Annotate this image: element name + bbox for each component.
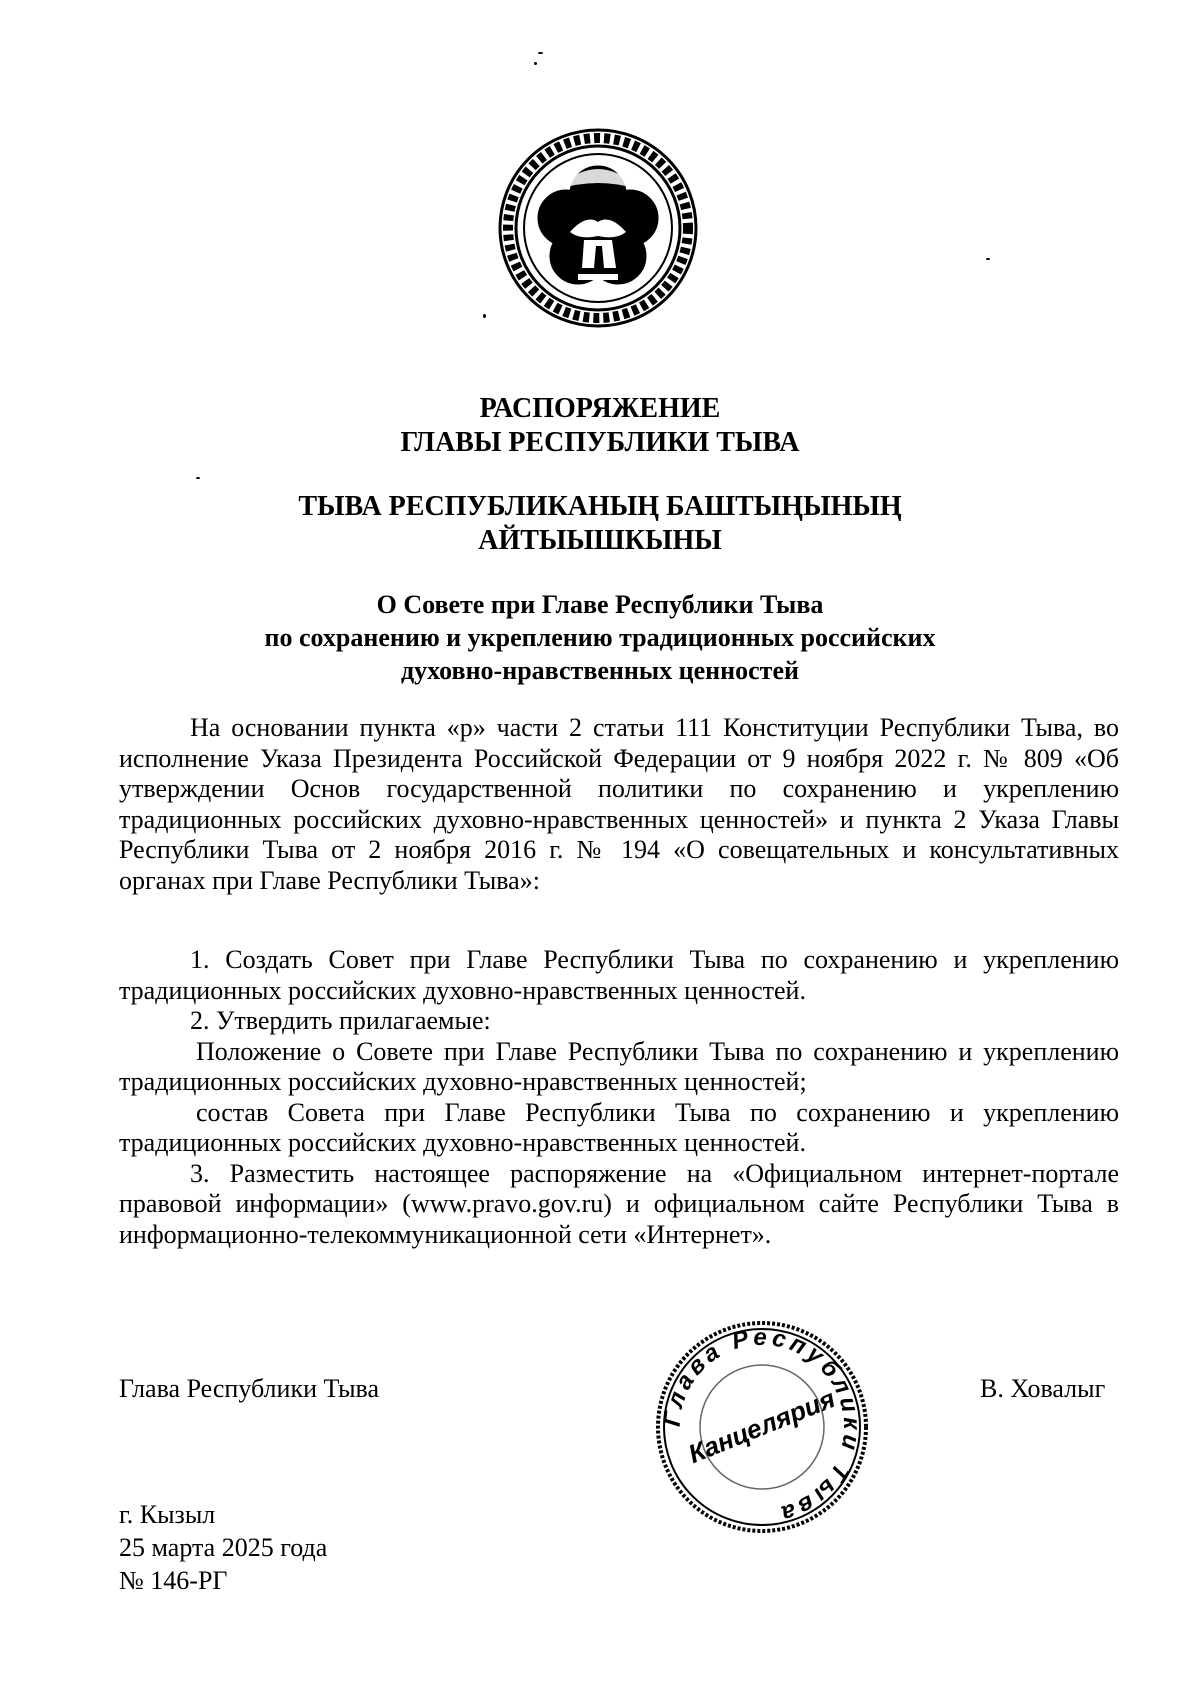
- tyvan-title-line2: АЙТЫЫШКЫНЫ: [478, 525, 722, 556]
- items-block: [119, 945, 1119, 1250]
- scan-speck: [196, 477, 200, 479]
- preamble-paragraph: На основании пункта «р» части 2 статьи 111 Конституции Республики Тыва, во исполнение Указа Президента Российской Федерации от 9 ноября 2022 г. № 809 «Об утверждении Основ государственной политики по сохранению и укреплению традиционных российских духовно-нравственных ценностей» и пункта 2 Указа Главы Республики Тыва от 2 ноября 2016 г. № 194 «О совещательных и консультативных органах при Главе Республики Тыва»:: [119, 713, 1119, 895]
- item-2: 2. Утвердить прилагаемые:: [190, 1006, 491, 1035]
- seal-ring-text: Глава Республики Тыва: [658, 1323, 866, 1529]
- tyvan-title-line1: ТЫВА РЕСПУБЛИКАНЫҢ БАШТЫҢЫНЫҢ: [298, 491, 902, 522]
- subject-line1: О Совете при Главе Республики Тыва: [376, 590, 824, 619]
- footer-number: № 146-РГ: [119, 1566, 228, 1595]
- document-title-tyvan: [0, 490, 1200, 558]
- footer-date: 25 марта 2025 года: [119, 1533, 328, 1562]
- footer-city: г. Кызыл: [119, 1500, 216, 1529]
- document-title-line2: ГЛАВЫ РЕСПУБЛИКИ ТЫВА: [400, 427, 800, 458]
- item-2b: состав Совета при Главе Республики Тыва по сохранению и укреплению традиционных российских духовно-нравственных ценностей.: [119, 1097, 1119, 1157]
- document-title: [0, 392, 1200, 460]
- coat-of-arms-emblem: [498, 128, 698, 328]
- item-1: 1. Создать Совет при Главе Республики Тыва по сохранению и укреплению традиционных российских духовно-нравственных ценностей.: [119, 945, 1119, 1005]
- subject-line2: по сохранению и укреплению традиционных российских: [264, 623, 936, 652]
- document-footer: [119, 1498, 327, 1597]
- signature-name: В. Ховалыг: [980, 1374, 1106, 1403]
- document-subject: [0, 588, 1200, 687]
- seal-center-text: Канцелярия: [684, 1383, 840, 1470]
- scan-speck: [534, 62, 537, 65]
- signature-position: Глава Республики Тыва: [119, 1374, 380, 1403]
- item-2a: Положение о Совете при Главе Республики Тыва по сохранению и укреплению традиционных российских духовно-нравственных ценностей;: [119, 1036, 1119, 1096]
- item-3: 3. Разместить настоящее распоряжение на «Официальном интернет-портале правовой информации» (www.pravo.gov.ru) и официальном сайте Республики Тыва в информационно-телекоммуникационной сети «Интернет».: [119, 1158, 1119, 1249]
- scan-speck: [986, 258, 990, 260]
- subject-line3: духовно-нравственных ценностей: [401, 656, 799, 685]
- scan-speck: [538, 52, 543, 54]
- document-title-line1: РАСПОРЯЖЕНИЕ: [479, 393, 721, 424]
- preamble-block: [119, 713, 1119, 896]
- scan-speck: [483, 314, 486, 318]
- office-seal-stamp: [652, 1317, 872, 1537]
